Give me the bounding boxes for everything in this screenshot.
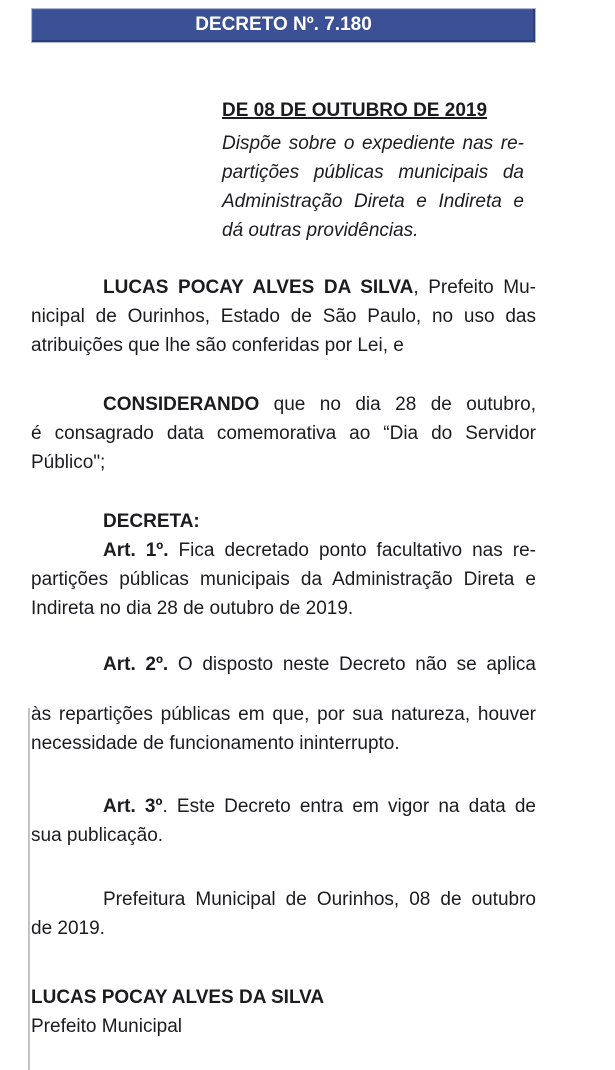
epigraph bbox=[222, 129, 524, 245]
epigraph-line: Administração Direta e Indireta e bbox=[222, 191, 524, 212]
article-1-line1-rest: Fica decretado ponto facultativo nas re- bbox=[168, 540, 536, 561]
considerando-line1-rest: que no dia 28 de outubro, bbox=[259, 394, 536, 415]
preamble-line1-rest: , Prefeito Mu- bbox=[413, 277, 537, 298]
article-2-line1-rest: O disposto neste Decreto não se aplica bbox=[168, 654, 536, 675]
epigraph-line: Dispõe sobre o expediente nas re- bbox=[222, 133, 524, 154]
epigraph-line: dá outras providências. bbox=[222, 220, 419, 241]
epigraph-line: partições públicas municipais da bbox=[222, 162, 524, 183]
closing-paragraph bbox=[31, 885, 536, 943]
decreta-label: DECRETA: bbox=[103, 511, 200, 532]
decree-document bbox=[0, 8, 615, 1041]
page-margin-line bbox=[28, 708, 30, 1070]
paragraph-line: nicipal de Ourinhos, Estado de São Paulo, no uso das bbox=[31, 306, 536, 327]
paragraph-line bbox=[31, 390, 536, 419]
paragraph-line: é consagrado data comemorativa ao “Dia do Servidor bbox=[31, 423, 536, 444]
paragraph-line: necessidade de funcionamento ininterrupto. bbox=[31, 733, 400, 754]
paragraph-line: atribuições que lhe são conferidas por Lei, e bbox=[31, 335, 404, 356]
paragraph-line: às repartições públicas em que, por sua natureza, houver bbox=[31, 704, 536, 725]
paragraph-line: Prefeitura Municipal de Ourinhos, 08 de outubro bbox=[103, 889, 536, 910]
decreta-heading bbox=[31, 507, 536, 536]
considerando-bold: CONSIDERANDO bbox=[103, 394, 260, 415]
preamble-paragraph bbox=[31, 273, 536, 360]
paragraph-line: de 2019. bbox=[31, 918, 105, 939]
preamble-name-bold: LUCAS POCAY ALVES DA SILVA bbox=[103, 277, 414, 298]
article-3-number: Art. 3º bbox=[103, 796, 163, 817]
signature-role: Prefeito Municipal bbox=[31, 1016, 183, 1037]
article-1 bbox=[31, 536, 536, 623]
paragraph-line bbox=[31, 650, 536, 679]
article-2-number: Art. 2º. bbox=[103, 654, 169, 675]
paragraph-line: partições públicas municipais da Administração Direta e bbox=[31, 569, 536, 590]
paragraph-line: sua publicação. bbox=[31, 825, 164, 846]
article-3 bbox=[31, 792, 536, 850]
article-2-first-line bbox=[31, 650, 536, 679]
decree-header-bar bbox=[31, 8, 536, 43]
signature-block bbox=[31, 983, 536, 1041]
paragraph-line: Público"; bbox=[31, 452, 106, 473]
paragraph-line bbox=[31, 792, 536, 821]
signature-name: LUCAS POCAY ALVES DA SILVA bbox=[31, 987, 325, 1008]
article-2-continuation bbox=[31, 700, 536, 758]
decree-number-title: DECRETO Nº. 7.180 bbox=[195, 14, 372, 35]
paragraph-line bbox=[31, 536, 536, 565]
paragraph-line: Indireta no dia 28 de outubro de 2019. bbox=[31, 598, 354, 619]
considerando-paragraph bbox=[31, 390, 536, 477]
article-1-number: Art. 1º. bbox=[103, 540, 169, 561]
decree-body bbox=[31, 96, 536, 1041]
date-heading: DE 08 DE OUTUBRO DE 2019 bbox=[222, 100, 488, 121]
article-3-line1-rest: . Este Decreto entra em vigor na data de bbox=[162, 796, 536, 817]
paragraph-line bbox=[31, 273, 536, 302]
